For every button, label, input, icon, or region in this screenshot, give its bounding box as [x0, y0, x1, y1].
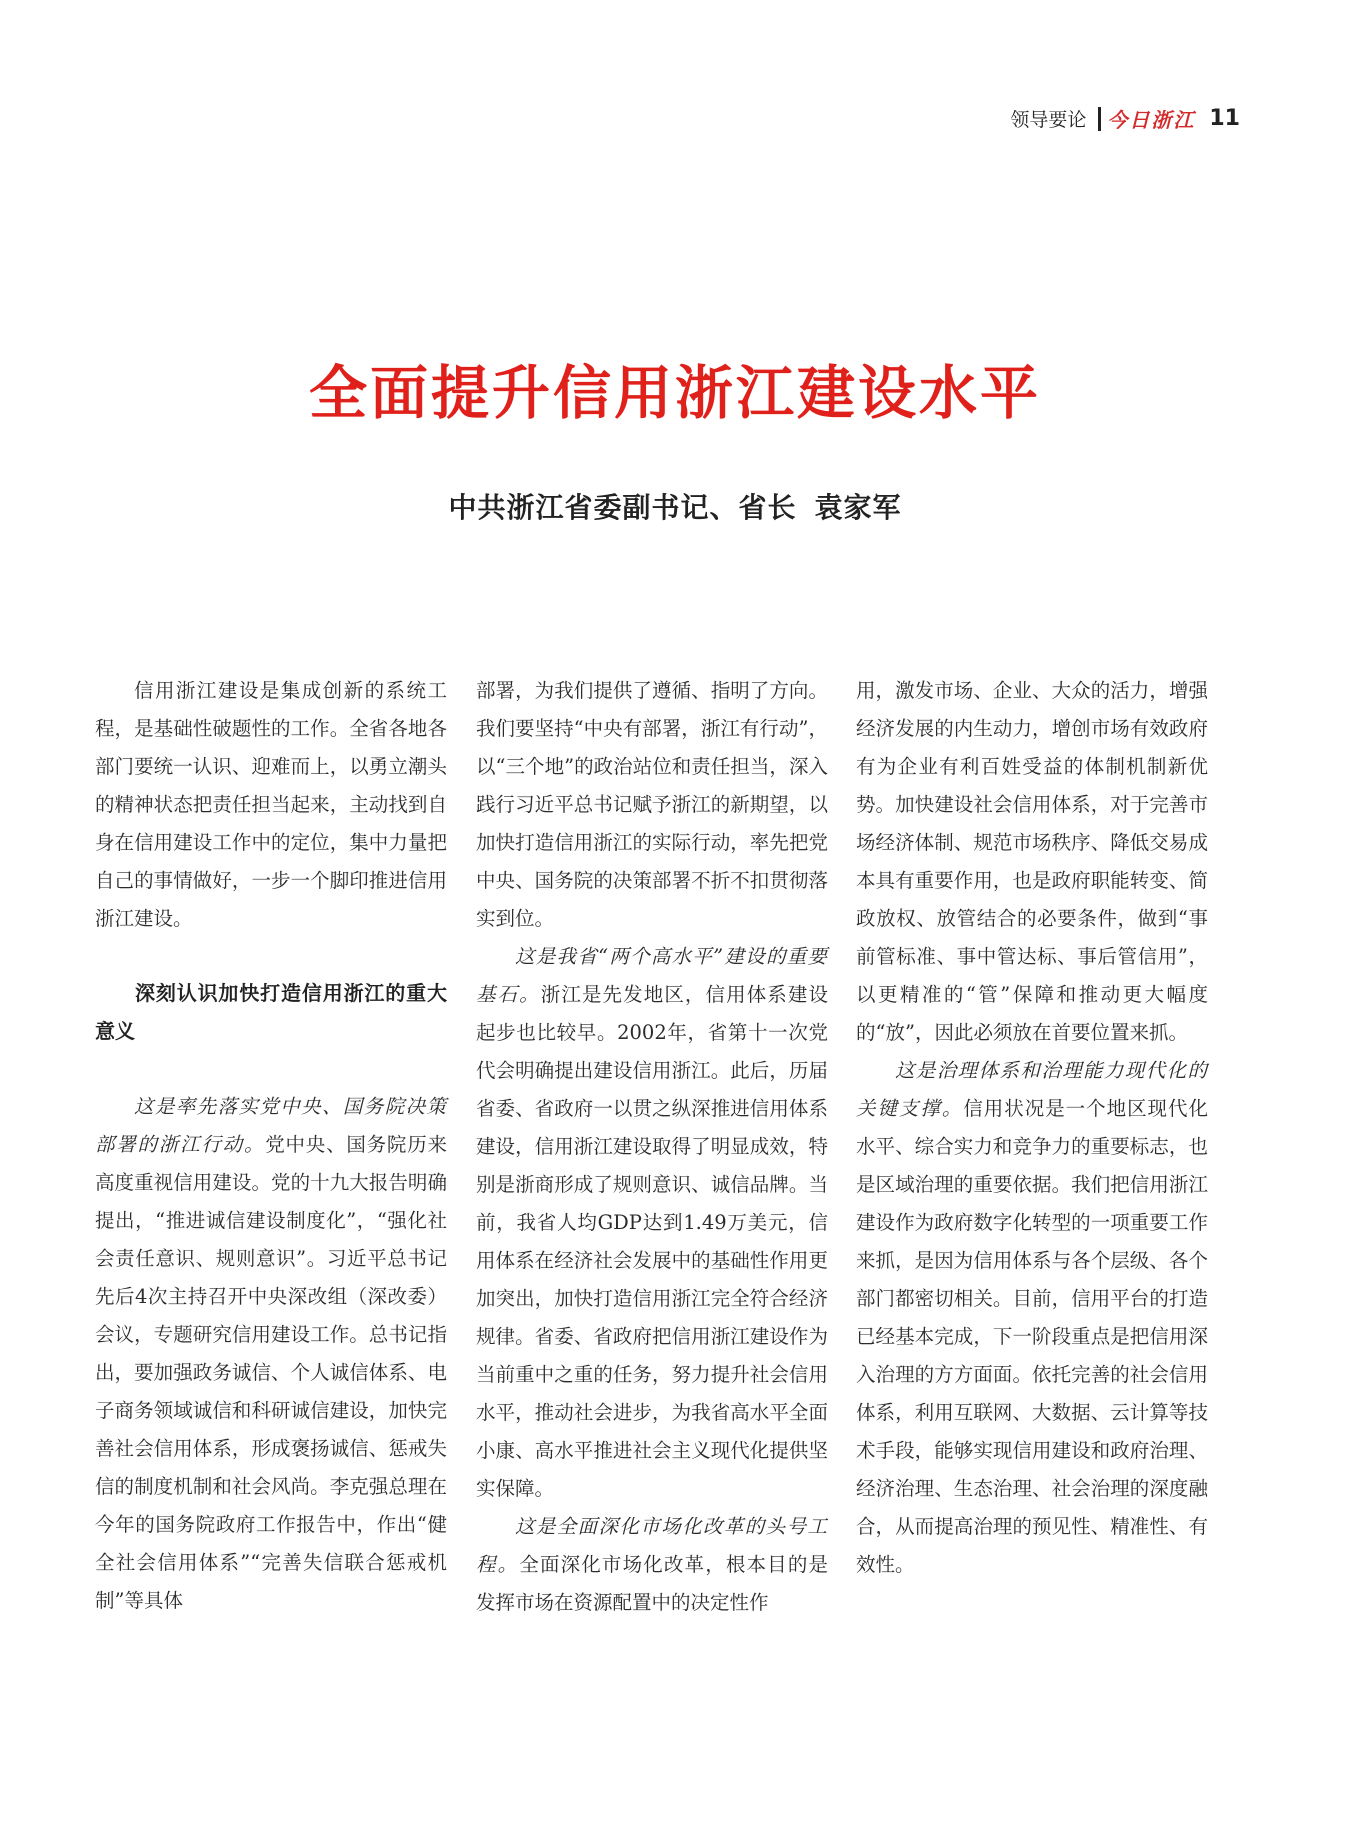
column-3	[856, 672, 1208, 1584]
paragraph: 部署，为我们提供了遵循、指明了方向。我们要坚持“中央有部署，浙江有行动”，以“三个地”的政治站位和责任担当，深入践行习近平总书记赋予浙江的新期望，以加快打造信用浙江的实际行动，率先把党中央、国务院的决策部署不折不扣贯彻落实到位。	[476, 679, 828, 930]
author-line	[0, 486, 1350, 526]
paragraph-body: 信用状况是一个地区现代化水平、综合实力和竞争力的重要标志，也是区域治理的重要依据。我们把信用浙江建设作为政府数字化转型的一项重要工作来抓，是因为信用体系与各个层级、各个部门都密切相关。目前，信用平台的打造已经基本完成，下一阶段重点是把信用深入治理的方方面面。依托完善的社会信用体系，利用互联网、大数据、云计算等技术手段，能够实现信用建设和政府治理、经济治理、生态治理、社会治理的深度融合，从而提高治理的预见性、精准性、有效性。	[856, 1097, 1208, 1576]
author-position: 中共浙江省委副书记、省长	[448, 491, 797, 524]
paragraph	[95, 1088, 447, 1620]
paragraph-lead: 这是我省“两个高水平”建设的重要基石。	[476, 945, 828, 1006]
paragraph-body: 浙江是先发地区，信用体系建设起步也比较早。2002年，省第十一次党代会明确提出建设信用浙江。此后，历届省委、省政府一以贯之纵深推进信用体系建设，信用浙江建设取得了明显成效，特别是浙商形成了规则意识、诚信品牌。当前，我省人均GDP达到1.49万美元，信用体系在经济社会发展中的基础性作用更加突出，加快打造信用浙江完全符合经济规律。省委、省政府把信用浙江建设作为当前重中之重的任务，努力提升社会信用水平，推动社会进步，为我省高水平全面小康、高水平推进社会主义现代化提供坚实保障。	[476, 983, 828, 1500]
paragraph	[476, 938, 828, 1508]
paragraph: 用，激发市场、企业、大众的活力，增强经济发展的内生动力，增创市场有效政府有为企业有利百姓受益的体制机制新优势。加快建设社会信用体系，对于完善市场经济体制、规范市场秩序、降低交易成本具有重要作用，也是政府职能转变、简政放权、放管结合的必要条件，做到“事前管标准、事中管达标、事后管信用”，以更精准的“管”保障和推动更大幅度的“放”，因此必须放在首要位置来抓。	[856, 679, 1208, 1044]
header-divider	[1098, 107, 1101, 131]
paragraph-body: 党中央、国务院历来高度重视信用建设。党的十九大报告明确提出，“推进诚信建设制度化”，“强化社会责任意识、规则意识”。习近平总书记先后4次主持召开中央深改组（深改委）会议，专题研究信用建设工作。总书记指出，要加强政务诚信、个人诚信体系、电子商务领域诚信和科研诚信建设，加快完善社会信用体系，形成褒扬诚信、惩戒失信的制度机制和社会风尚。李克强总理在今年的国务院政府工作报告中，作出“健全社会信用体系”“完善失信联合惩戒机制”等具体	[95, 1133, 447, 1612]
paragraph-lead: 这是全面深化市场化改革的头号工程。	[476, 1515, 828, 1576]
section-heading: 深刻认识加快打造信用浙江的重大意义	[95, 981, 447, 1043]
section-label: 领导要论	[1010, 109, 1087, 131]
page-header	[1010, 104, 1240, 133]
article-title: 全面提升信用浙江建设水平	[308, 359, 1041, 427]
paragraph	[856, 1052, 1208, 1584]
page-number: 11	[1209, 106, 1240, 131]
paragraph	[476, 1508, 828, 1622]
magazine-logo: 今日浙江	[1107, 108, 1196, 132]
column-2	[476, 672, 828, 1622]
column-1	[95, 672, 447, 1620]
paragraph-lead: 这是治理体系和治理能力现代化的关键支撑。	[856, 1059, 1208, 1120]
paragraph: 信用浙江建设是集成创新的系统工程，是基础性破题性的工作。全省各地各部门要统一认识、迎难而上，以勇立潮头的精神状态把责任担当起来，主动找到自身在信用建设工作中的定位，集中力量把自己的事情做好，一步一个脚印推进信用浙江建设。	[95, 679, 447, 930]
paragraph-lead: 这是率先落实党中央、国务院决策部署的浙江行动。	[95, 1095, 447, 1156]
author-name: 袁家军	[814, 491, 902, 524]
paragraph-body: 全面深化市场化改革，根本目的是发挥市场在资源配置中的决定性作	[476, 1553, 828, 1614]
